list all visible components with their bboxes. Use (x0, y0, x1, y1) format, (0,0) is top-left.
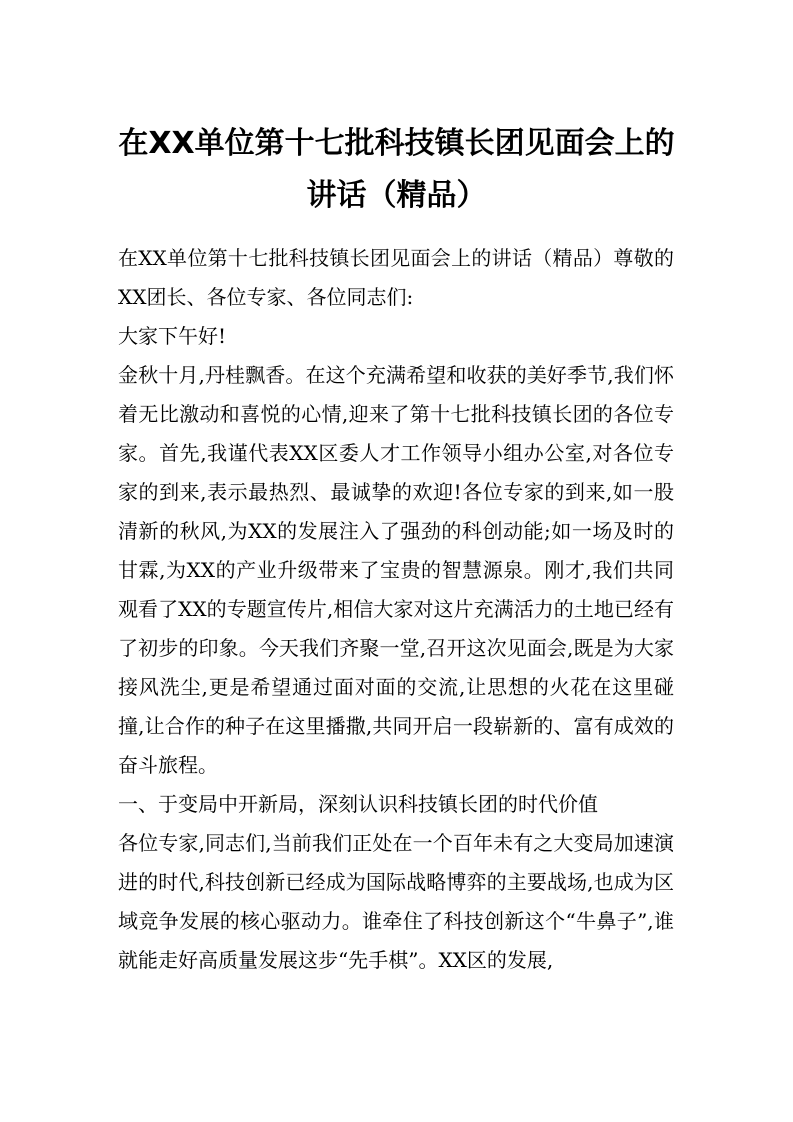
paragraph-section-1: 各位专家,同志们,当前我们正处在一个百年未有之大变局加速演进的时代,科技创新已经成为国际战略博弈的主要战场,也成为区域竞争发展的核心驱动力。谁牵住了科技创新这个“牛鼻子”,谁就能走好高质量发展这步“先手棋”。XX区的发展, (118, 831, 674, 972)
section-heading-1: 一、于变局中开新局，深刻认识科技镇长团的时代价值 (118, 792, 598, 816)
document-title (110, 118, 683, 222)
paragraph-welcome: 金秋十月,丹桂飘香。在这个充满希望和收获的美好季节,我们怀着无比激动和喜悦的心情,迎来了第十七批科技镇长团的各位专家。首先,我谨代表XX区委人才工作领导小组办公室,对各位专家的到来,表示最热烈、最诚挚的欢迎!各位专家的到来,如一股清新的秋风,为XX的发展注入了强劲的科创动能;如一场及时的甘霖,为XX的产业升级带来了宝贵的智慧源泉。刚才,我们共同观看了XX的专题宣传片,相信大家对这片充满活力的土地已经有了初步的印象。今天我们齐聚一堂,召开这次见面会,既是为大家接风洗尘,更是希望通过面对面的交流,让思想的火花在这里碰撞,让合作的种子在这里播撒,共同开启一段崭新的、富有成效的奋斗旅程。 (118, 363, 674, 777)
paragraph-salutation: 在XX单位第十七批科技镇长团见面会上的讲话（精品）尊敬的XX团长、各位专家、各位同志们: (118, 246, 674, 309)
paragraph-greeting: 大家下午好! (118, 324, 227, 348)
document-body (118, 239, 674, 980)
title-line-2: 讲话（精品） (306, 178, 487, 213)
title-line-1: 在XX单位第十七批科技镇长团见面会上的 (118, 126, 675, 161)
